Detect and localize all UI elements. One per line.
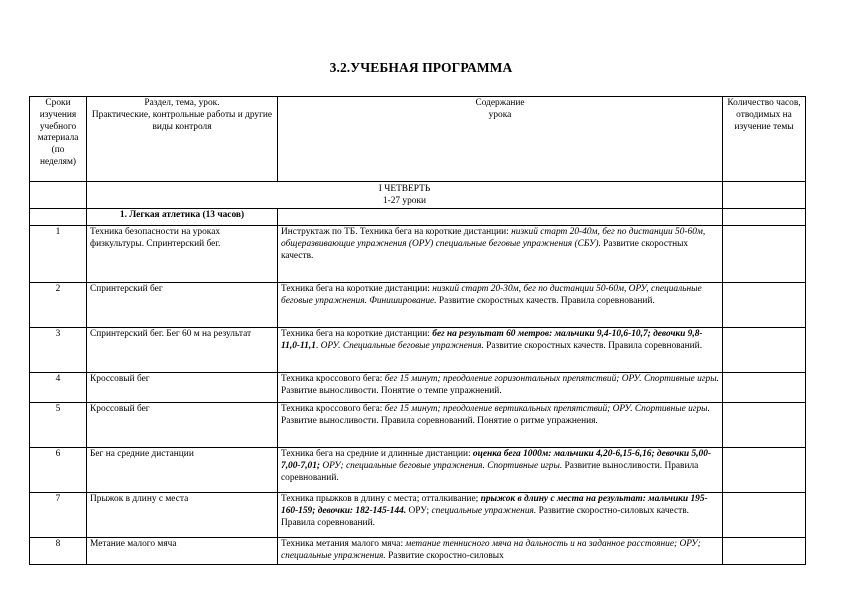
content-text: Развитие скоростно-силовых bbox=[385, 551, 504, 562]
lesson-content bbox=[278, 403, 723, 448]
content-italic: низкий старт 20-40м, бег по дистанции 50-60м, общеразвивающие упражнения (ОРУ) специальные беговые упражнения (СБУ). bbox=[281, 227, 706, 250]
content-italic: ОРУ; специальные беговые упражнения. Спортивные игры. bbox=[322, 461, 563, 472]
header-content-line2: урока bbox=[488, 109, 512, 120]
content-italic: метание теннисного мяча на дальность и на заданное расстояние; ОРУ; специальные упражнения. bbox=[281, 539, 701, 562]
lesson-content bbox=[278, 373, 723, 403]
table-row bbox=[30, 283, 806, 328]
content-text: Развитие скоростно-силовых качеств. Правила соревнований. bbox=[281, 506, 689, 528]
header-content-line1: Содержание bbox=[475, 98, 525, 108]
lesson-topic: Спринтерский бег bbox=[87, 283, 278, 328]
content-text: . bbox=[315, 341, 321, 352]
content-italic: низкий старт 20-30м, бег по дистанции 50-60м, ОРУ, специальные беговые упражнения. Финиширование. bbox=[281, 284, 702, 307]
content-text: Инструктаж по ТБ. Техника бега на короткие дистанции: bbox=[281, 227, 512, 238]
lesson-content bbox=[278, 328, 723, 373]
section-empty-cell bbox=[30, 209, 87, 226]
lesson-number: 3 bbox=[30, 328, 87, 373]
table-row bbox=[30, 373, 806, 403]
lesson-number: 2 bbox=[30, 283, 87, 328]
lesson-hours bbox=[723, 373, 806, 403]
table-row bbox=[30, 403, 806, 448]
header-content bbox=[278, 97, 723, 182]
content-text: Развитие выносливости. Правила соревнований. bbox=[281, 461, 699, 483]
lesson-number: 8 bbox=[30, 538, 87, 565]
lesson-topic: Прыжок в длину с места bbox=[87, 493, 278, 538]
curriculum-table bbox=[29, 96, 806, 565]
quarter-lessons: 1-27 уроки bbox=[382, 196, 427, 207]
content-text: Техника кроссового бега: bbox=[281, 404, 385, 415]
lesson-topic: Метание малого мяча bbox=[87, 538, 278, 565]
lesson-number: 6 bbox=[30, 448, 87, 493]
lesson-hours bbox=[723, 538, 806, 565]
section-row bbox=[30, 209, 806, 226]
content-text: Техника бега на короткие дистанции: bbox=[281, 329, 433, 340]
lesson-content bbox=[278, 538, 723, 565]
lesson-hours bbox=[723, 283, 806, 328]
content-text: Техника метания малого мяча: bbox=[281, 539, 406, 550]
content-text: Техника бега на короткие дистанции: bbox=[281, 284, 433, 295]
lesson-content bbox=[278, 283, 723, 328]
quarter-row bbox=[30, 182, 806, 209]
content-text: Развитие скоростных качеств. Правила соревнований. bbox=[436, 296, 655, 307]
lesson-content bbox=[278, 448, 723, 493]
header-weeks: Сроки изучения учебного материала (по неделям) bbox=[30, 97, 87, 182]
table-row bbox=[30, 538, 806, 565]
lesson-topic: Бег на средние дистанции bbox=[87, 448, 278, 493]
content-italic: бег 15 минут; преодоление вертикальных препятствий; ОРУ. Спортивные игры. bbox=[384, 404, 710, 415]
content-bold-italic: бег на результат 60 метров: мальчики 9,4-10,6-10,7; девочки 9,8-11,0-11,1 bbox=[281, 329, 703, 352]
lesson-number: 7 bbox=[30, 493, 87, 538]
content-text: Развитие выносливости. Понятие о темпе упражнений. bbox=[281, 386, 502, 397]
content-text: Развитие скоростных качеств. Правила соревнований. bbox=[483, 341, 703, 352]
lesson-topic: Кроссовый бег bbox=[87, 373, 278, 403]
table-row bbox=[30, 226, 806, 283]
content-text: Техника кроссового бега: bbox=[281, 374, 385, 385]
header-topic bbox=[87, 97, 278, 182]
table-row bbox=[30, 328, 806, 373]
table-header-row bbox=[30, 97, 806, 182]
content-text: Развитие выносливости. Правила соревнований. Понятие о ритме упражнения. bbox=[281, 416, 598, 427]
lesson-hours bbox=[723, 226, 806, 283]
lesson-hours bbox=[723, 448, 806, 493]
lesson-number: 1 bbox=[30, 226, 87, 283]
content-italic: бег 15 минут; преодоление горизонтальных препятствий; ОРУ. Спортивные игры. bbox=[384, 374, 719, 385]
quarter-name: I ЧЕТВЕРТЬ bbox=[378, 184, 431, 194]
lesson-hours bbox=[723, 328, 806, 373]
section-hours-cell bbox=[723, 209, 806, 226]
content-text: Техника бега на средние и длинные дистанции: bbox=[281, 449, 473, 460]
quarter-hours-cell bbox=[723, 182, 806, 209]
quarter-cell bbox=[87, 182, 723, 209]
lesson-topic: Спринтерский бег. Бег 60 м на результат bbox=[87, 328, 278, 373]
lesson-number: 5 bbox=[30, 403, 87, 448]
content-text: Развитие скоростных качеств. bbox=[281, 239, 689, 261]
content-bold-italic: прыжок в длину с места на результат: мальчики 195-160-159; девочки: 182-145-144. bbox=[281, 494, 708, 517]
content-text: Техника прыжков в длину с места; отталкивание; bbox=[281, 494, 481, 505]
content-italic: специальные упражнения. bbox=[431, 506, 537, 517]
content-bold-italic: оценка бега 1000м: мальчики 4,20-6,15-6,16; девочки 5,00-7,00-7,01; bbox=[281, 449, 712, 472]
lesson-hours bbox=[723, 403, 806, 448]
lesson-number: 4 bbox=[30, 373, 87, 403]
lesson-hours bbox=[723, 493, 806, 538]
content-text: ОРУ; bbox=[406, 506, 432, 517]
lesson-topic: Кроссовый бег bbox=[87, 403, 278, 448]
quarter-empty-cell bbox=[30, 182, 87, 209]
lesson-topic: Техника безопасности на уроках физкультуры. Спринтерский бег. bbox=[87, 226, 278, 283]
lesson-content bbox=[278, 493, 723, 538]
page-title: 3.2.УЧЕБНАЯ ПРОГРАММА bbox=[329, 60, 513, 75]
lesson-content bbox=[278, 226, 723, 283]
header-topic-line2: Практические, контрольные работы и другие виды контроля bbox=[91, 109, 273, 132]
content-italic: ОРУ. Специальные беговые упражнения. bbox=[320, 341, 484, 352]
header-hours: Количество часов, отводимых на изучение темы bbox=[723, 97, 806, 182]
table-row bbox=[30, 448, 806, 493]
section-content-cell bbox=[278, 209, 723, 226]
table-row bbox=[30, 493, 806, 538]
header-topic-line1: Раздел, тема, урок. bbox=[144, 98, 220, 108]
section-name: 1. Легкая атлетика (13 часов) bbox=[87, 209, 278, 226]
